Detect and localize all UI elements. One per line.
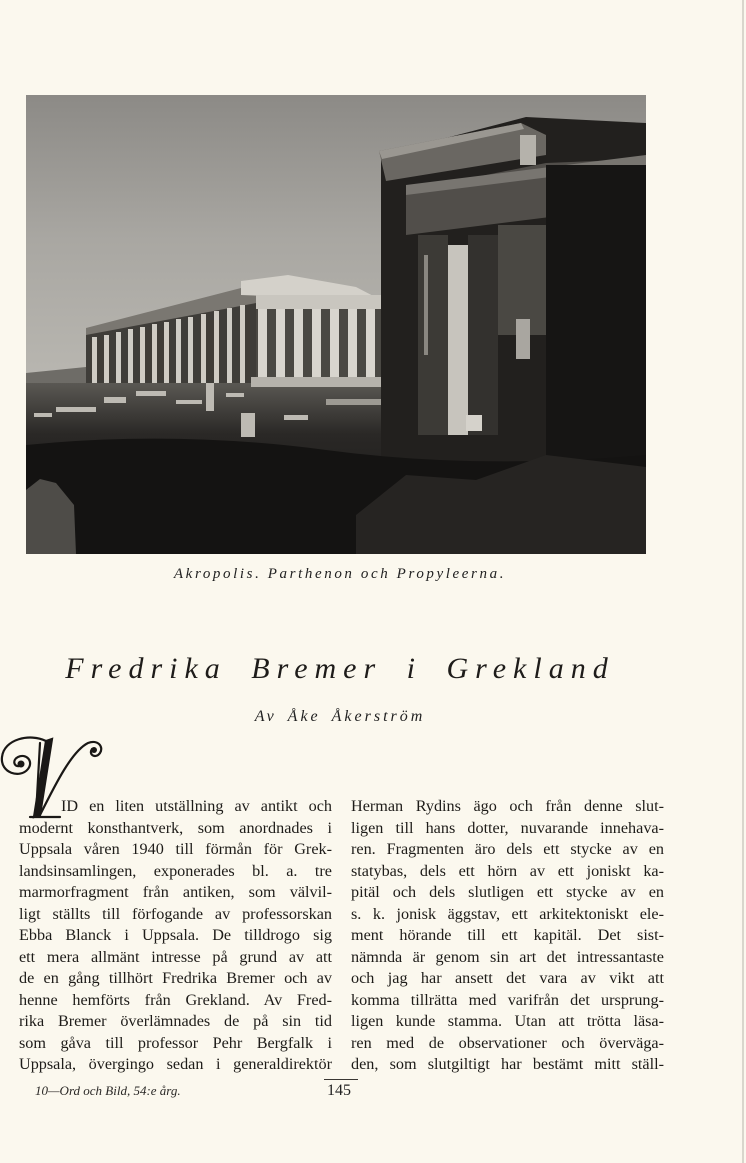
text-line: Uppsala våren 1940 till förmån för Grek- <box>19 840 332 858</box>
article-column-right <box>351 796 664 1076</box>
text-line: modernt konsthantverk, som anordnades i <box>19 818 332 837</box>
page-edge <box>742 0 744 1163</box>
folio-rule <box>324 1079 358 1080</box>
text-line: komma tillrätta med varifrån det ursprung- <box>351 990 664 1009</box>
text-line: och jag har ansett det vara av vikt att <box>351 969 664 987</box>
text-line: s. k. jonisk äggstav, ett arkitektoniskt ele- <box>351 904 664 923</box>
signature-mark: 10—Ord och Bild, 54:e årg. <box>35 1083 181 1098</box>
text-line: landsinsamlingen, exponerades bl. a. tre <box>19 861 332 880</box>
text-line: rika Bremer överlämnades de på sin tid <box>19 1012 332 1030</box>
acropolis-photo <box>26 95 646 554</box>
text-line: ren med de observationer och överväga- <box>351 1033 664 1052</box>
text-line: som gåva till professor Pehr Bergfalk i <box>19 1033 332 1052</box>
text-line: Herman Rydins ägo och från denne slut- <box>351 797 664 815</box>
photo-caption: Akropolis. Parthenon och Propyleerna. <box>173 566 507 582</box>
text-line: pitäl och dels slutligen ett stycke av en <box>351 883 664 901</box>
page-number: 145 <box>327 1082 351 1099</box>
text-line: marmorfragment från antiken, som välvil- <box>19 883 332 901</box>
text-line: ligen kunde stamma. Utan att trötta läsa- <box>351 1012 664 1030</box>
article-column-left <box>19 796 332 1076</box>
text-line: ligt ställts till förfogande av professorskan <box>19 904 332 923</box>
text-line: ett mera allmänt intresse på grund av att <box>19 947 332 966</box>
text-line: ren. Fragmenten äro dels ett stycke av en <box>351 840 664 858</box>
text-line: ligen till hans dotter, nuvarande innehava- <box>351 818 664 837</box>
text-line: ment hörande till ett kapitäl. Det sist- <box>351 926 664 944</box>
article-byline: Av Åke Åkerström <box>254 708 426 725</box>
text-line: statybas, dels ett hörn av ett joniskt ka- <box>351 861 664 880</box>
text-line: henne hemförts från Grekland. Av Fred- <box>19 990 332 1009</box>
text-line: Uppsala, övergingo sedan i generaldirektör <box>19 1055 332 1073</box>
text-line: nämnda är genom sin art det intressantaste <box>351 947 664 966</box>
text-line: de en gång tillhört Fredrika Bremer och av <box>19 969 332 987</box>
text-line: ID en liten utställning av antikt och <box>61 797 332 815</box>
text-line: den, som slutgiltigt har bestämt mitt ställ- <box>351 1055 664 1073</box>
article-title: Fredrika Bremer i Grekland <box>65 652 615 685</box>
text-line: Ebba Blanck i Uppsala. De tilldrogo sig <box>19 926 332 944</box>
